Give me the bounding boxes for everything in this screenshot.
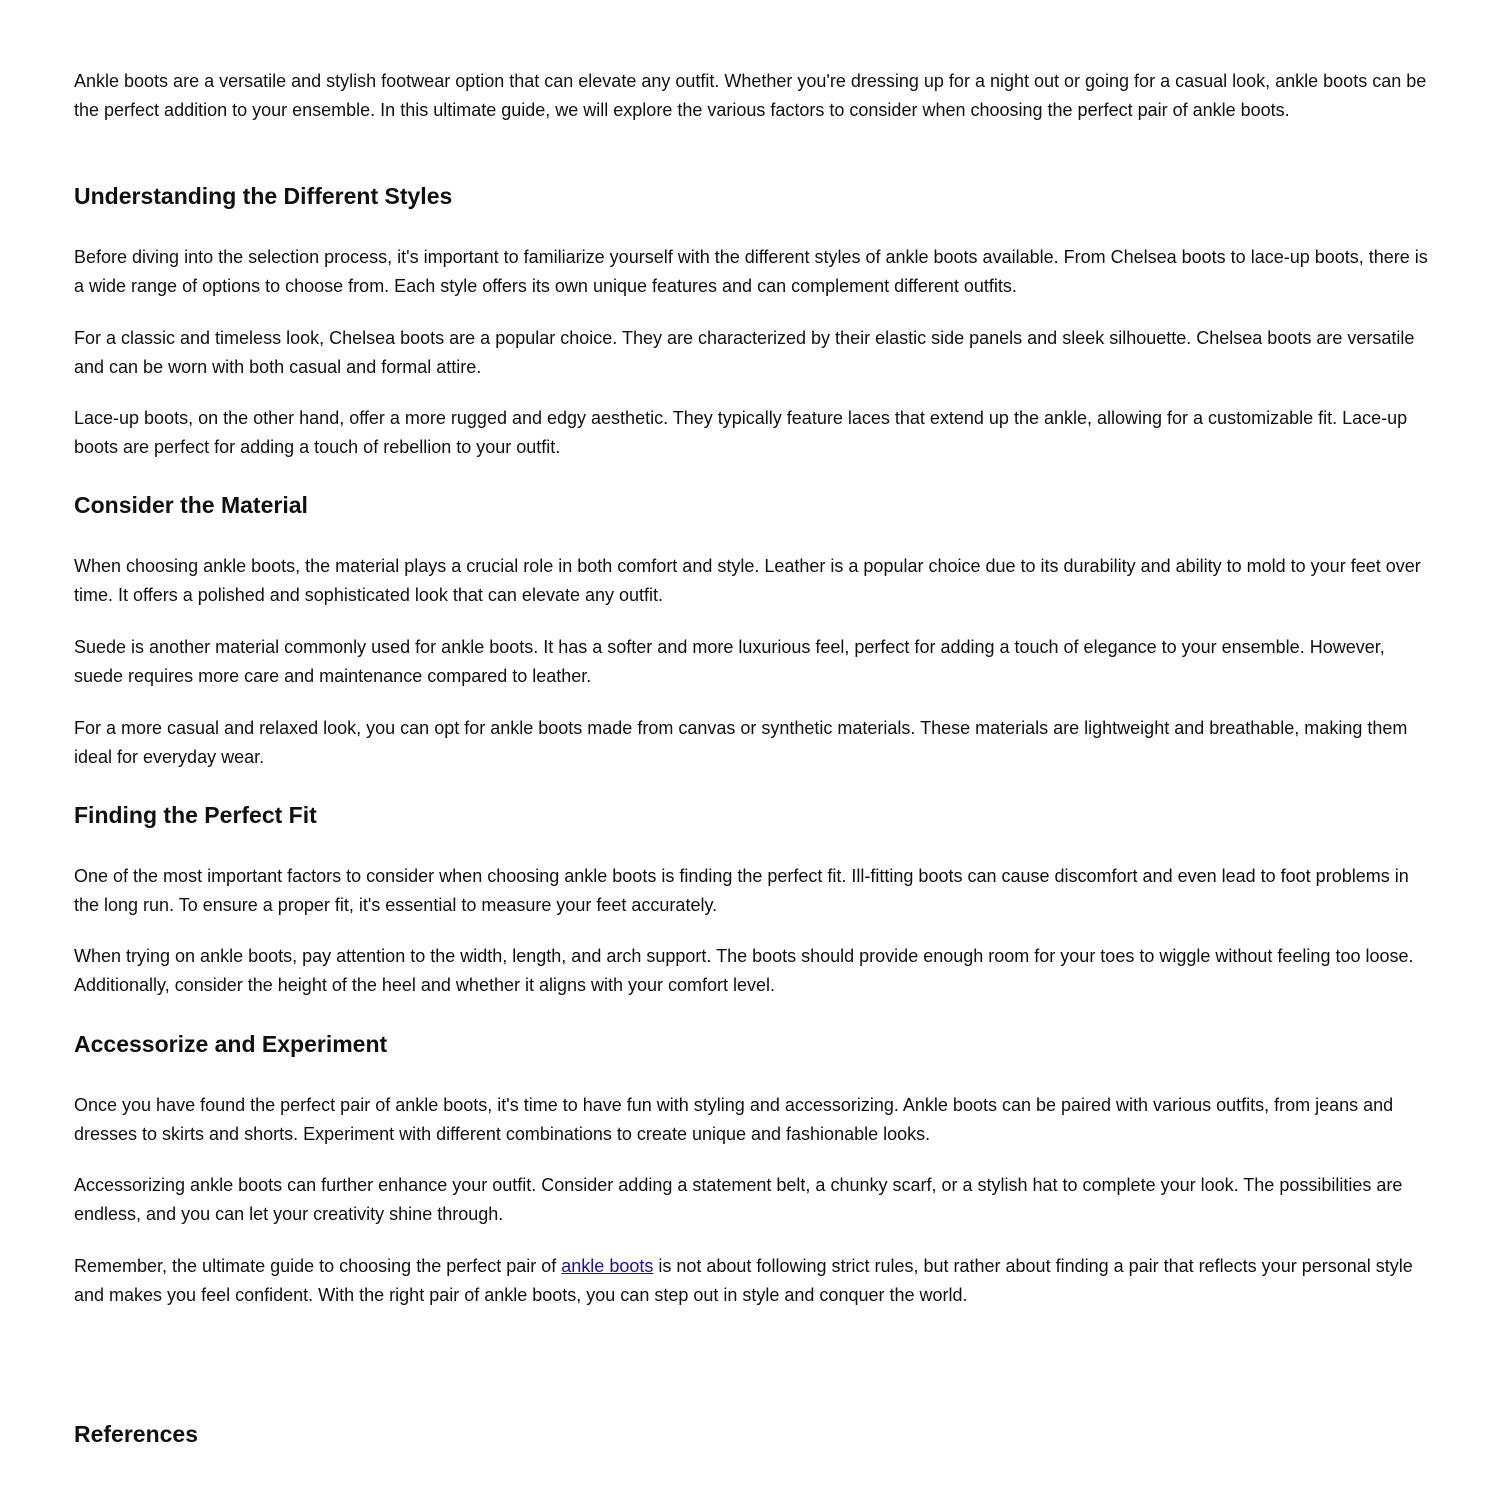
paragraph-accessorize-2: Accessorizing ankle boots can further enhance your outfit. Consider adding a statement belt, a chunky scarf, or a stylish hat to complete your look. The possibilities are endless, and you can let your creativity shine through. — [74, 1175, 1403, 1224]
section-heading-material: Consider the Material — [74, 492, 308, 518]
paragraph-styles-3: Lace-up boots, on the other hand, offer a more rugged and edgy aesthetic. They typically feature laces that extend up the ankle, allowing for a customizable fit. Lace-up boots are perfect for adding a touch of rebellion to your outfit. — [74, 408, 1408, 457]
paragraph-styles-1: Before diving into the selection process, it's important to familiarize yourself with the different styles of ankle boots available. From Chelsea boots to lace-up boots, there is a wide range of options to choose from. Each style offers its own unique features and can complement different outfits. — [74, 247, 1428, 296]
paragraph-styles-2: For a classic and timeless look, Chelsea boots are a popular choice. They are characterized by their elastic side panels and sleek silhouette. Chelsea boots are versatile and can be worn with both casual and formal attire. — [74, 328, 1415, 377]
paragraph-material-2: Suede is another material commonly used for ankle boots. It has a softer and more luxurious feel, perfect for adding a touch of elegance to your ensemble. However, suede requires more care and maintenance compared to leather. — [74, 637, 1385, 686]
closing-text-before-link: Remember, the ultimate guide to choosing the perfect pair of — [74, 1256, 562, 1276]
section-heading-styles: Understanding the Different Styles — [74, 183, 453, 209]
paragraph-material-1: When choosing ankle boots, the material plays a crucial role in both comfort and style. Leather is a popular choice due to its durability and ability to mold to your feet over time. It offers a polished and sophisticated look that can elevate any outfit. — [74, 556, 1421, 605]
section-heading-accessorize: Accessorize and Experiment — [74, 1031, 388, 1057]
closing-text-after-link: is not about following strict rules, but rather about finding a pair that reflects your personal style and makes you feel confident. With the right pair of ankle boots, you can step out in style and conquer the world. — [74, 1256, 1413, 1305]
paragraph-accessorize-1: Once you have found the perfect pair of ankle boots, it's time to have fun with styling and accessorizing. Ankle boots can be paired with various outfits, from jeans and dresses to skirts and shorts. Experiment with different combinations to create unique and fashionable looks. — [74, 1095, 1394, 1144]
intro-paragraph: Ankle boots are a versatile and stylish footwear option that can elevate any outfit. Whether you're dressing up for a night out or going for a casual look, ankle boots can be the perfect addition to your ensemble. In this ultimate guide, we will explore the various factors to consider when choosing the perfect pair of ankle boots. — [74, 71, 1427, 120]
section-heading-fit: Finding the Perfect Fit — [74, 802, 317, 828]
ankle-boots-link[interactable]: ankle boots — [561, 1256, 654, 1276]
paragraph-fit-1: One of the most important factors to consider when choosing ankle boots is finding the perfect fit. Ill-fitting boots can cause discomfort and even lead to foot problems in the long run. To ensure a proper fit, it's essential to measure your feet accurately. — [74, 866, 1409, 915]
references-heading: References — [74, 1421, 199, 1447]
paragraph-fit-2: When trying on ankle boots, pay attention to the width, length, and arch support. The boots should provide enough room for your toes to wiggle without feeling too loose. Additionally, consider the height of the heel and whether it aligns with your comfort level. — [74, 946, 1414, 995]
paragraph-material-3: For a more casual and relaxed look, you can opt for ankle boots made from canvas or synthetic materials. These materials are lightweight and breathable, making them ideal for everyday wear. — [74, 718, 1408, 767]
closing-paragraph — [74, 1252, 1434, 1309]
